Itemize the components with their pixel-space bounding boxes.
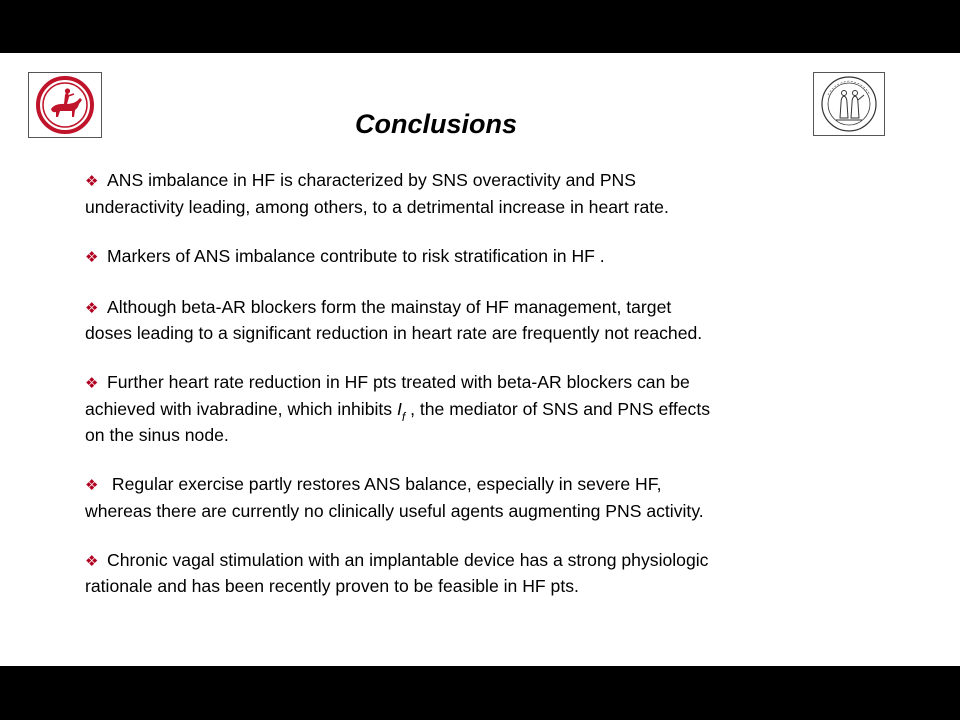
bullet-text: Markers of ANS imbalance contribute to risk stratification in HF . bbox=[107, 245, 605, 266]
bullet-text: doses leading to a significant reduction in heart rate are frequently not reached. bbox=[85, 323, 703, 343]
bullet-item bbox=[85, 295, 855, 346]
bullet-item bbox=[85, 548, 855, 599]
bullet-item bbox=[85, 370, 855, 448]
bullet-text: Further heart rate reduction in HF pts treated with beta-AR blockers can be bbox=[107, 372, 690, 392]
bullet-text: whereas there are currently no clinically useful agents augmenting PNS activity. bbox=[85, 500, 704, 521]
university-logo-left bbox=[28, 72, 102, 138]
bullet-item bbox=[85, 244, 855, 271]
bullet-text: achieved with ivabradine, which inhibits bbox=[85, 398, 397, 419]
diamond-bullet-icon: ❖ bbox=[85, 299, 99, 317]
slide-title: Conclusions bbox=[355, 109, 518, 139]
slide bbox=[0, 53, 960, 666]
current-symbol: I bbox=[396, 398, 402, 419]
diamond-bullet-icon: ❖ bbox=[85, 173, 99, 190]
bullet-text: ANS imbalance in HF is characterized by SNS overactivity and PNS bbox=[107, 170, 636, 190]
university-seal-right bbox=[813, 72, 885, 136]
bullet-text: Regular exercise partly restores ANS balance, especially in severe HF, bbox=[107, 474, 662, 494]
engraved-seal-icon bbox=[814, 73, 884, 135]
bullet-text: rationale and has been recently proven to be feasible in HF pts. bbox=[85, 576, 579, 596]
diamond-bullet-icon: ❖ bbox=[85, 552, 99, 570]
red-horseman-emblem-icon bbox=[29, 73, 101, 137]
bullet-list bbox=[85, 168, 855, 623]
bullet-text: on the sinus node. bbox=[85, 425, 229, 445]
bullet-text: underactivity leading, among others, to a detrimental increase in heart rate. bbox=[85, 196, 669, 217]
bullet-item bbox=[85, 472, 855, 523]
diamond-bullet-icon: ❖ bbox=[85, 375, 99, 392]
bullet-text: , the mediator of SNS and PNS effects bbox=[405, 398, 711, 419]
bullet-item bbox=[85, 168, 855, 219]
diamond-bullet-icon: ❖ bbox=[85, 477, 99, 494]
current-subscript: f bbox=[401, 409, 406, 424]
diamond-bullet-icon: ❖ bbox=[85, 248, 99, 266]
bullet-text: Although beta-AR blockers form the mainstay of HF management, target bbox=[107, 296, 672, 317]
bullet-text: Chronic vagal stimulation with an implantable device has a strong physiologic bbox=[107, 549, 709, 570]
